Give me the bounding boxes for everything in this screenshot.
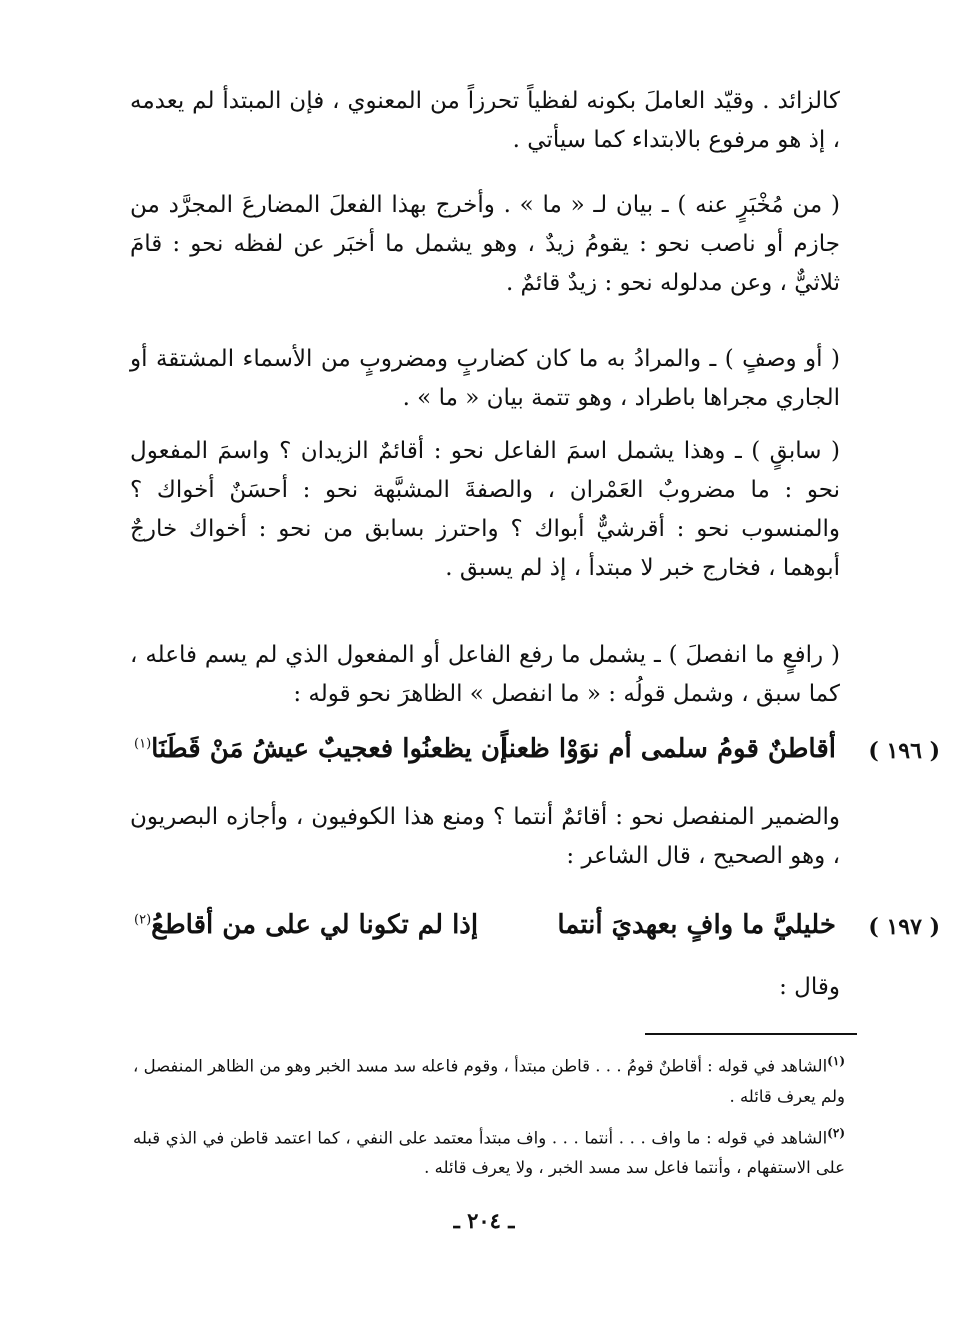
- footnote-text: الشاهد في قوله : أقاطنٌ قومُ . . . قاطن مبتدأ ، وقوم فاعله سد مسد الخبر وهو من الظاهر المنفصل ، ولم يعرف قائله .: [133, 1056, 845, 1106]
- verse-second-hemistich: [134, 910, 478, 940]
- paragraph-text: والضمير المنفصل نحو : أقائمٌ أنتما ؟ ومنع هذا الكوفيون ، وأجازه البصريون ، وهو الصحيح ، قال الشاعر :: [130, 804, 840, 869]
- page-number: ـ ٢٠٤ ـ: [453, 1208, 515, 1233]
- paragraph-7: [130, 968, 840, 1014]
- paragraph-text: ( من مُخْبَرٍ عنه ) ـ بيان لـ « ما » . وأخرج بهذا الفعلَ المضارعَ المجرَّد من جازم أو ناصب نحو : يقومُ زيدٌ ، وهو يشمل ما أخبَر عن لفظه نحو : قامَ ثلاثيٌّ ، وعن مدلوله نحو : زيدٌ قائمٌ .: [130, 192, 840, 296]
- paragraph-text: وقال :: [779, 974, 840, 1000]
- paragraph-text: كالزائد . وقيّد العاملَ بكونه لفظياً تحرزاً من المعنوي ، فإن المبتدأ لم يعدمه ، إذ هو مرفوع بالابتداء كما سيأتي .: [130, 88, 840, 153]
- footnote-mark: (١): [827, 1054, 845, 1068]
- paragraph-4: [130, 432, 840, 595]
- hemistich-text: إن يظعنُوا فعجيبٌ عيشُ مَنْ قَطَنَا: [151, 734, 508, 764]
- paragraph-5: [130, 636, 840, 721]
- footnote-text: الشاهد في قوله : ما واف . . . أنتما . . . واف مبتدأ معتمد على النفي ، كما اعتمد قاطن في الذي قبله على الاستفهام ، وأنتما فاعل سد مسد الخبر ، ولا يعرف قائله .: [133, 1128, 845, 1177]
- paragraph-2: [130, 186, 840, 310]
- verse-first-hemistich: خليليَّ ما وافٍ بعهديَ أنتما: [557, 910, 836, 940]
- footnotes: [133, 1046, 845, 1189]
- footnote-mark: (٢): [827, 1125, 845, 1140]
- footnote-1: [133, 1046, 845, 1112]
- verse-196: [120, 730, 940, 778]
- footnote-ref: (١): [134, 736, 152, 752]
- paragraph-text: ( أو وصفٍ ) ـ والمرادُ به ما كان كضاربٍ ومضروبٍ من الأسماء المشتقة أو الجاري مجراها باطراد ، وهو تتمة بيان « ما » .: [130, 346, 840, 411]
- paragraph-6: [130, 798, 840, 883]
- verse-number: ( ١٩٦ ): [868, 738, 940, 764]
- paragraph-1: [130, 82, 840, 167]
- footnote-2: [133, 1118, 845, 1184]
- verse-first-hemistich: أقاطنٌ قومُ سلمى أم نوَوْا ظعناً: [500, 734, 836, 764]
- footnote-ref: (٢): [134, 912, 152, 928]
- paragraph-text: ( رافعٍ ما انفصلَ ) ـ يشمل ما رفع الفاعل أو المفعول الذي لم يسم فاعله ، كما سبق ، وشمل قولُه : « ما انفصل » الظاهرَ نحو قوله :: [130, 642, 840, 707]
- verse-second-hemistich: [134, 734, 507, 764]
- paragraph-3: [130, 340, 840, 425]
- verse-number: ( ١٩٧ ): [868, 914, 940, 940]
- hemistich-text: إذا لم تكونا لي على من أقاطعُ: [151, 910, 479, 940]
- footnote-divider: [645, 1033, 857, 1035]
- verse-197: [120, 906, 940, 954]
- paragraph-text: ( سابقٍ ) ـ وهذا يشمل اسمَ الفاعل نحو : أقائمٌ الزيدان ؟ واسمَ المفعول نحو : ما مضروبٌ العَمْران ، والصفةَ المشبَّهة نحو : أحسَنٌ أخواك ؟ والمنسوب نحو : أقرشيٌّ أبواك ؟ واحترز بسابق من نحو : أخواك خارجٌ أبوهما ، فخارج خبر لا مبتدأ ، إذ لم يسبق .: [130, 438, 840, 581]
